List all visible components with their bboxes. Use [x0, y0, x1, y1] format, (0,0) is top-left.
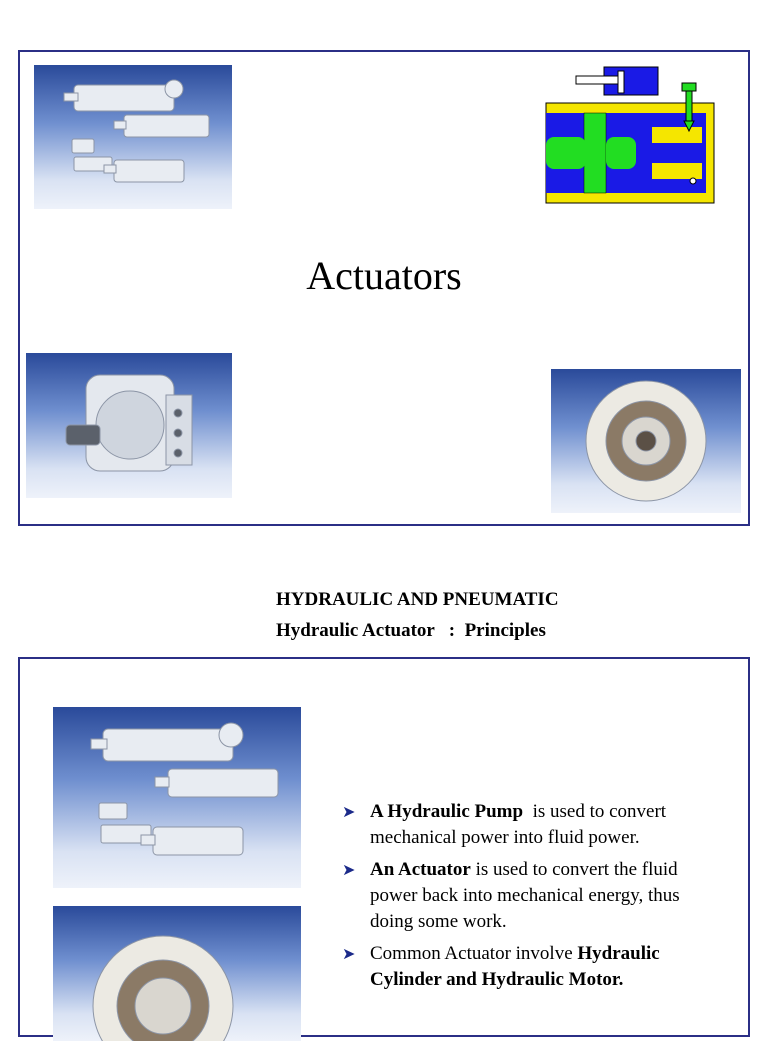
hydraulic-cylinders-photo	[34, 65, 232, 209]
hydraulic-cylinders-photo-2	[53, 707, 301, 888]
section-header: HYDRAULIC AND PNEUMATIC	[276, 589, 559, 610]
radial-piston-motor-photo	[551, 369, 741, 513]
arrowhead-bullet-icon: ➤	[342, 860, 356, 879]
slide-principles	[18, 657, 750, 1037]
hydraulic-cylinders-illustration-2	[53, 707, 301, 888]
section-subheader: Hydraulic Actuator : Principles	[276, 620, 546, 641]
arrowhead-bullet-icon: ➤	[342, 944, 356, 963]
bullet-item	[340, 857, 720, 935]
hydraulic-motor-illustration	[26, 353, 232, 498]
bullet-term: An Actuator	[370, 859, 471, 880]
bullet-term: A Hydraulic Pump	[370, 801, 524, 822]
slide-title: Actuators	[306, 253, 462, 298]
radial-piston-motor-illustration	[551, 369, 741, 513]
bullet-item	[340, 941, 720, 993]
bullet-item	[340, 799, 720, 851]
bullet-term: Hydraulic Cylinder and Hydraulic Motor.	[370, 943, 660, 990]
radial-piston-motor-photo-2	[53, 906, 301, 1041]
bullet-text: is used to convert mechanical power into fluid power.	[370, 801, 671, 848]
radial-piston-motor-illustration-2	[53, 906, 301, 1041]
slide-actuators	[18, 50, 750, 526]
bullet-text: is used to convert the fluid power back into mechanical energy, thus doing some work.	[370, 859, 680, 932]
cylinder-schematic-diagram	[544, 65, 716, 205]
arrowhead-bullet-icon: ➤	[342, 802, 356, 821]
principles-bullet-list	[340, 799, 720, 999]
hydraulic-motor-photo	[26, 353, 232, 498]
hydraulic-cylinders-illustration	[34, 65, 232, 209]
bullet-text: Common Actuator involve	[370, 943, 578, 964]
